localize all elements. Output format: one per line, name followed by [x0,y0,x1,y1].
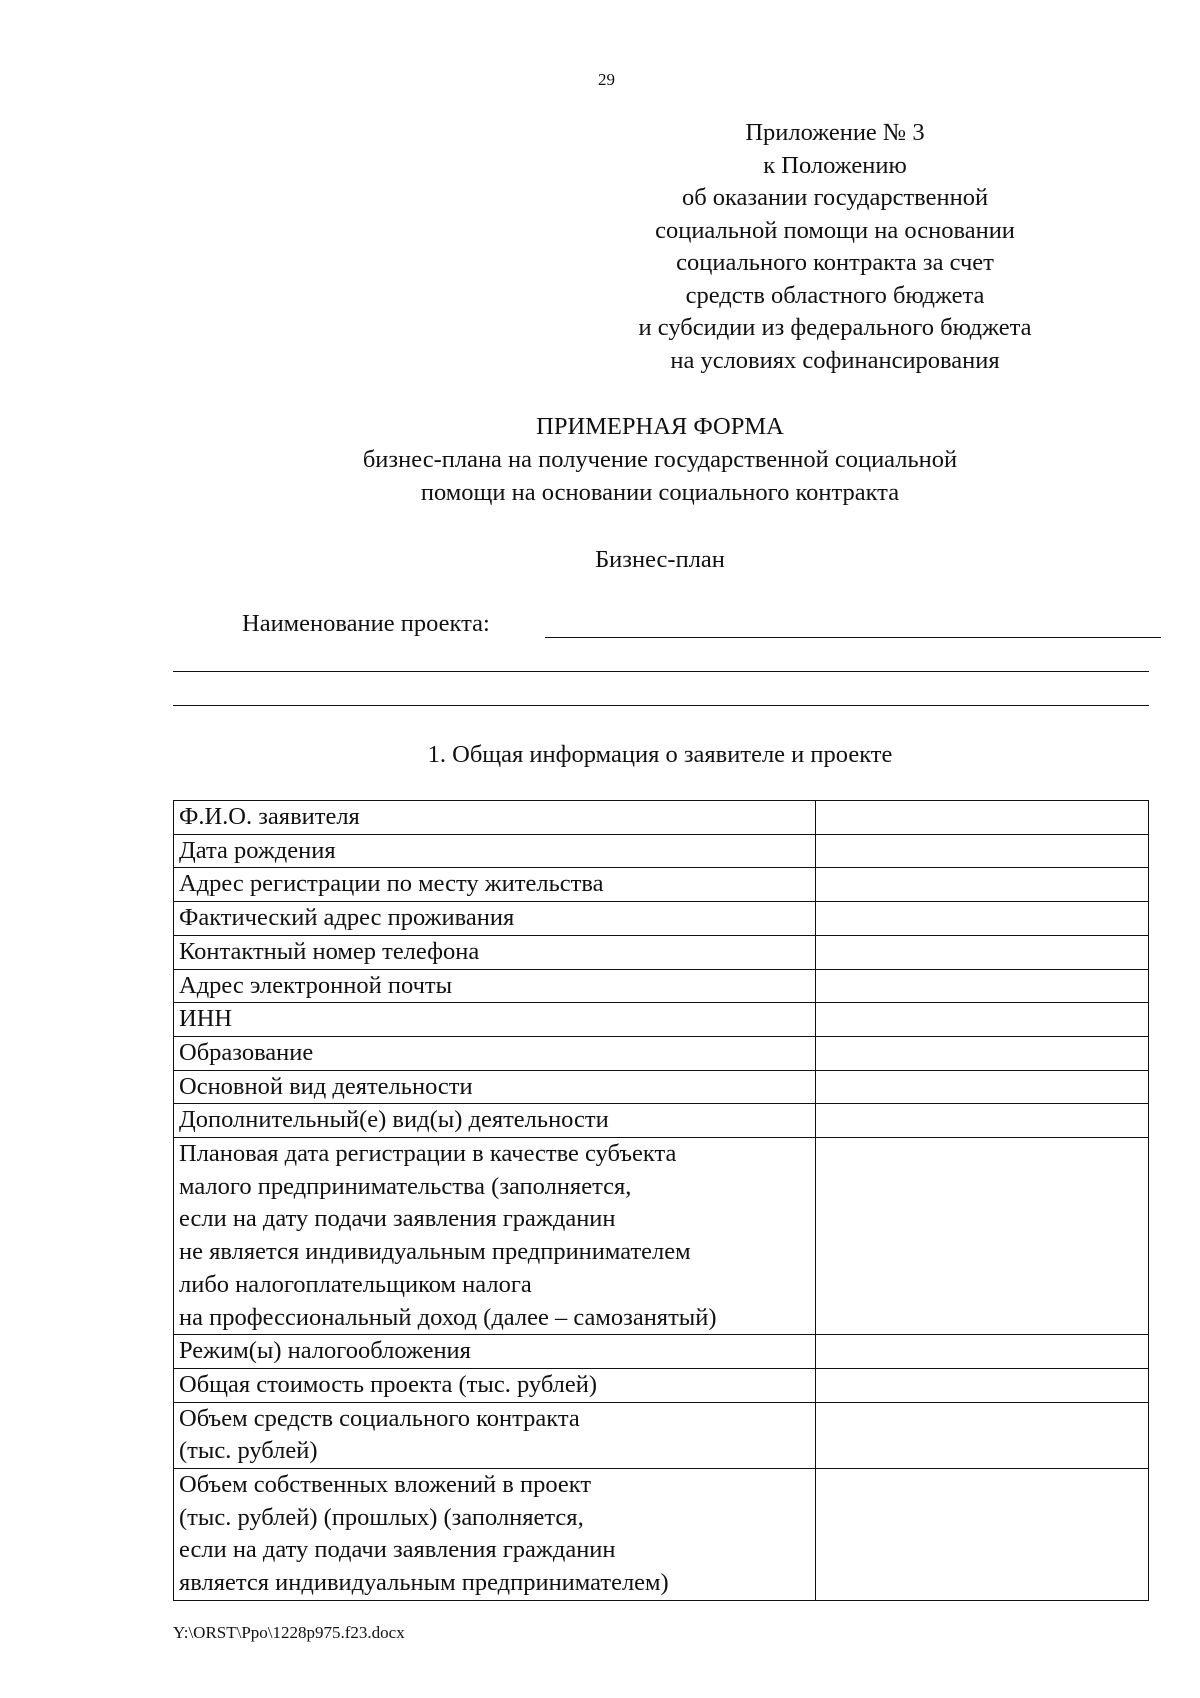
table-row [174,1003,1149,1037]
table-row [174,834,1149,868]
form-subtitle-line: бизнес-плана на получение государственной социальной [362,446,958,473]
table-row [174,1469,1149,1601]
annex-reference-block [620,117,1050,377]
row-value-field[interactable] [816,801,1149,835]
project-name-label: Наименование проекта: [242,610,490,637]
footer-file-path: Y:\ORST\Ppo\1228p975.f23.docx [173,1623,405,1642]
row-label: Ф.И.О. заявителя [174,801,816,835]
row-label: Плановая дата регистрации в качестве субъекта малого предпринимательства (заполняется, если на дату подачи заявления гражданин не является индивидуальным предпринимателем либо налогоплательщиком налога на профессиональный доход (далее – самозанятый) [174,1138,816,1335]
table-row [174,969,1149,1003]
row-label: Фактический адрес проживания [174,902,816,936]
table-row [174,1036,1149,1070]
table-row [174,1368,1149,1402]
form-subtitle-line: помощи на основании социального контракта [420,478,900,506]
row-value-field[interactable] [816,1469,1149,1601]
row-label: Объем средств социального контракта (тыс. рублей) [174,1402,816,1468]
page-number: 29 [598,70,615,89]
row-value-field[interactable] [816,969,1149,1003]
row-label: Контактный номер телефона [174,935,816,969]
row-label: Основной вид деятельности [174,1070,816,1104]
row-label: ИНН [174,1003,816,1037]
row-value-field[interactable] [816,1070,1149,1104]
row-value-field[interactable] [816,834,1149,868]
row-label: Объем собственных вложений в проект (тыс. рублей) (прошлых) (заполняется, если на дату подачи заявления гражданин является индивидуальным предпринимателем) [174,1469,816,1601]
row-value-field[interactable] [816,1104,1149,1138]
row-label: Общая стоимость проекта (тыс. рублей) [174,1368,816,1402]
table-row [174,1402,1149,1468]
annex-line: социального контракта за счет [676,249,994,276]
table-row [174,868,1149,902]
applicant-info-table [173,800,1149,1601]
annex-line: на условиях софинансирования [670,346,1000,374]
project-name-fill-line[interactable] [545,637,1161,638]
row-value-field[interactable] [816,868,1149,902]
annex-line: Приложение № 3 [745,119,925,146]
project-name-fill-line-3[interactable] [173,705,1149,706]
row-value-field[interactable] [816,935,1149,969]
row-value-field[interactable] [816,1036,1149,1070]
form-subtitle [160,444,1160,509]
row-label: Образование [174,1036,816,1070]
form-title: ПРИМЕРНАЯ ФОРМА [536,413,784,440]
row-label: Адрес электронной почты [174,969,816,1003]
row-value-field[interactable] [816,902,1149,936]
annex-line: средств областного бюджета [685,281,985,309]
table-row [174,801,1149,835]
document-heading: Бизнес-план [595,546,725,573]
row-label: Дополнительный(е) вид(ы) деятельности [174,1104,816,1138]
annex-line: социальной помощи на основании [655,216,1015,244]
project-name-fill-line-2[interactable] [173,671,1149,672]
annex-line: и субсидии из федерального бюджета [638,314,1032,341]
row-value-field[interactable] [816,1368,1149,1402]
annex-line: к Положению [763,151,907,179]
table-row [174,1070,1149,1104]
row-value-field[interactable] [816,1003,1149,1037]
row-label: Дата рождения [174,834,816,868]
table-row [174,1138,1149,1335]
table-row [174,1335,1149,1369]
table-row [174,902,1149,936]
annex-line: об оказании государственной [681,184,989,211]
row-value-field[interactable] [816,1138,1149,1335]
row-value-field[interactable] [816,1402,1149,1468]
table-row [174,1104,1149,1138]
section-title: 1. Общая информация о заявителе и проекте [427,741,893,768]
row-label: Адрес регистрации по месту жительства [174,868,816,902]
table-row [174,935,1149,969]
row-value-field[interactable] [816,1335,1149,1369]
row-label: Режим(ы) налогообложения [174,1335,816,1369]
